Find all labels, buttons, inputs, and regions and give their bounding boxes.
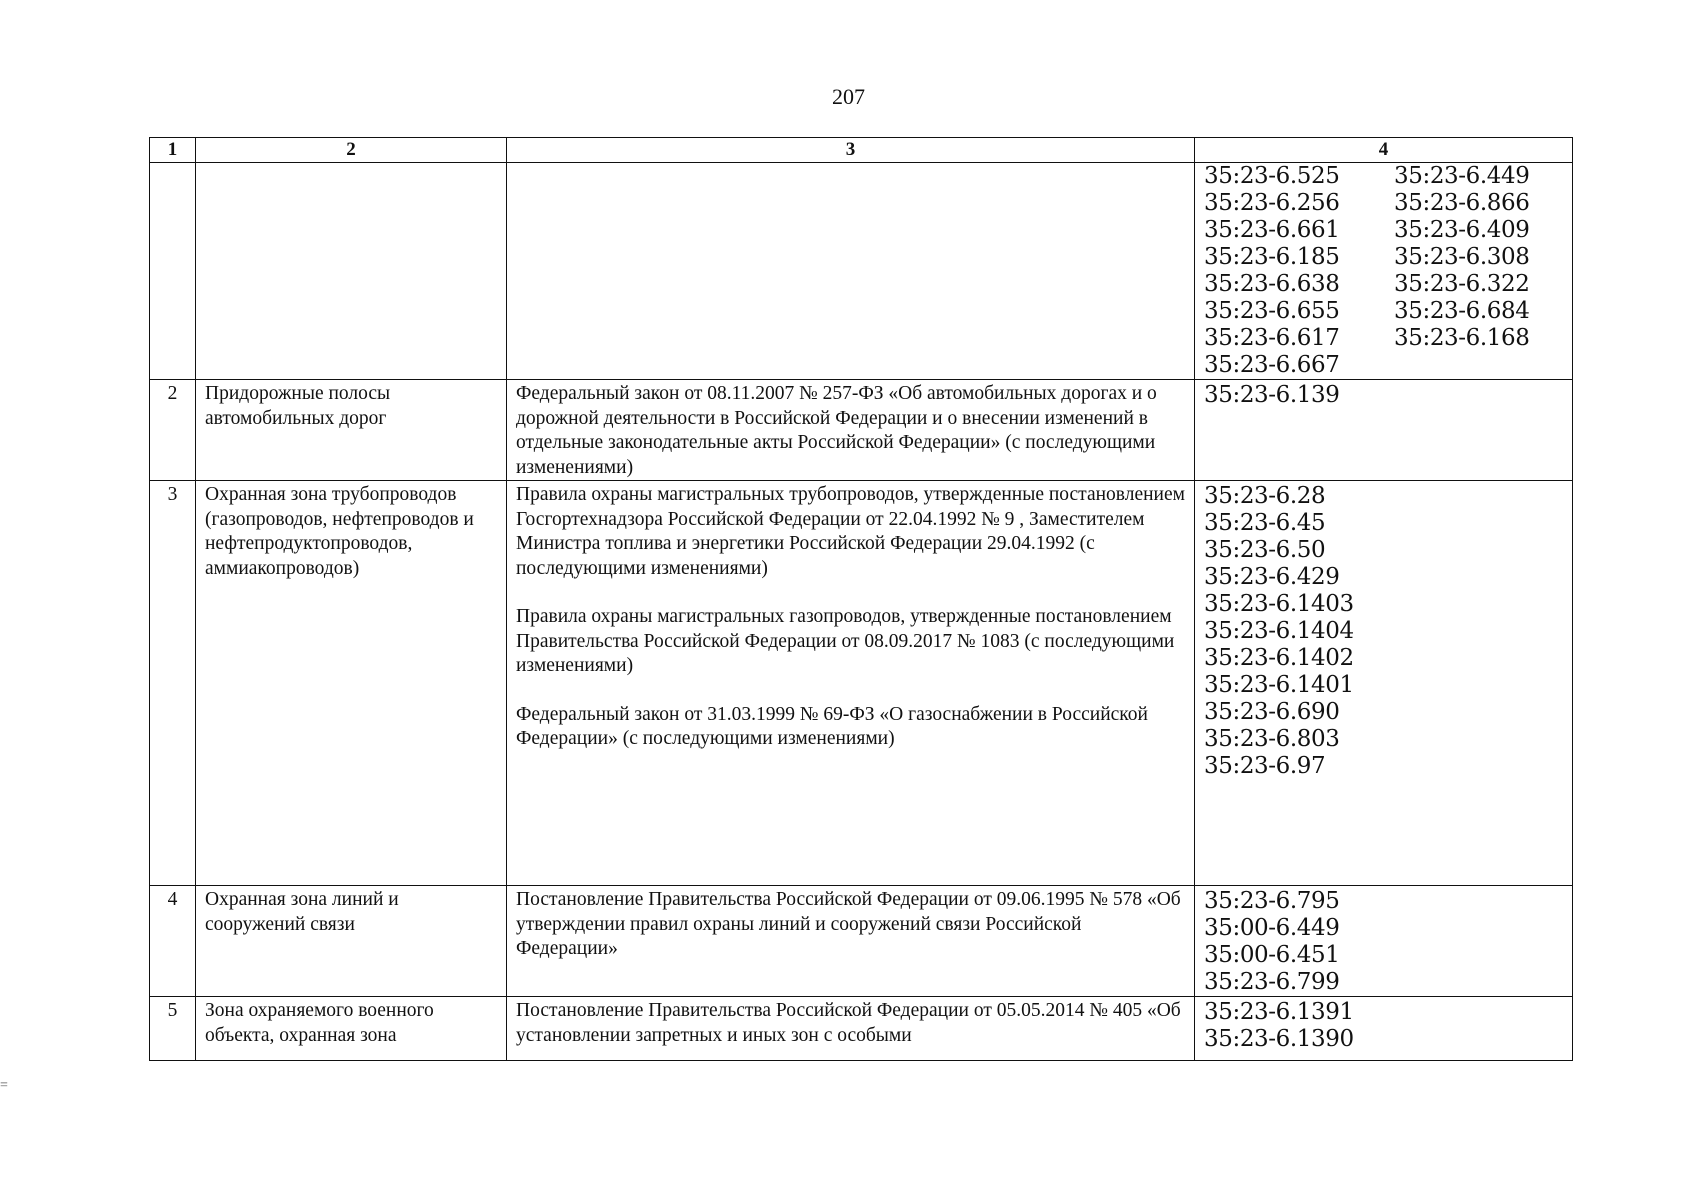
document-reference: Федеральный закон от 08.11.2007 № 257-ФЗ «Об автомобильных дорогах и о дорожной деятельности в Российской Федерации и о внесении изменений в отдельные законодательные акты Российской Федерации» (с последующими изменениями) bbox=[516, 383, 1157, 478]
code-item: 35:23-6.667 bbox=[1204, 352, 1340, 378]
table-row bbox=[150, 481, 1573, 886]
header-col-2: 2 bbox=[196, 138, 507, 163]
document-reference: Правила охраны магистральных трубопроводов, утвержденные постановлением Госгортехнадзора Российской Федерации от 22.04.1992 № 9 , Заместителем Министра топлива и энергетики Российской Федерации 29.04.1992 (с последующими изменениями) bbox=[516, 484, 1185, 579]
header-col-4: 4 bbox=[1195, 138, 1573, 163]
cell-num: 2 bbox=[150, 380, 196, 481]
cell-codes bbox=[1195, 163, 1573, 380]
table-row bbox=[150, 997, 1573, 1061]
cell-name: Охранная зона линий и сооружений связи bbox=[196, 886, 507, 997]
cell-name: Охранная зона трубопроводов (газопроводов, нефтепроводов и нефтепродуктопроводов, аммиакопроводов) bbox=[196, 481, 507, 886]
document-reference: Постановление Правительства Российской Федерации от 05.05.2014 № 405 «Об установлении запретных и иных зон с особыми bbox=[516, 1000, 1181, 1046]
code-item: 35:23-6.1390 bbox=[1204, 1026, 1354, 1052]
code-item: 35:23-6.28 bbox=[1204, 483, 1326, 509]
code-item: 35:23-6.45 bbox=[1204, 510, 1326, 536]
header-col-1: 1 bbox=[150, 138, 196, 163]
code-item: 35:23-6.1404 bbox=[1204, 618, 1354, 644]
cell-docs bbox=[507, 886, 1195, 997]
code-item: 35:00-6.451 bbox=[1204, 942, 1340, 968]
zones-table bbox=[149, 137, 1573, 1061]
page-number: 207 bbox=[832, 84, 865, 109]
cell-num: 3 bbox=[150, 481, 196, 886]
document-reference: Постановление Правительства Российской Федерации от 09.06.1995 № 578 «Об утверждении правил охраны линий и сооружений связи Российской Федерации» bbox=[516, 889, 1181, 959]
document-reference: Правила охраны магистральных газопроводов, утвержденные постановлением Правительства Российской Федерации от 08.09.2017 № 1083 (с последующими изменениями) bbox=[516, 606, 1175, 676]
code-item: 35:23-6.139 bbox=[1204, 382, 1340, 408]
header-col-3: 3 bbox=[507, 138, 1195, 163]
code-list bbox=[1204, 999, 1563, 1053]
code-item: 35:23-6.97 bbox=[1204, 753, 1326, 779]
code-item: 35:23-6.168 bbox=[1394, 325, 1530, 351]
code-item: 35:23-6.690 bbox=[1204, 699, 1340, 725]
code-list bbox=[1204, 483, 1563, 780]
cell-num bbox=[150, 163, 196, 380]
code-list bbox=[1204, 888, 1563, 996]
cell-docs bbox=[507, 997, 1195, 1061]
code-item: 35:23-6.638 bbox=[1204, 271, 1340, 297]
code-item: 35:23-6.684 bbox=[1394, 298, 1530, 324]
code-item: 35:23-6.525 bbox=[1204, 163, 1340, 189]
continuation-code-list bbox=[1204, 163, 1563, 379]
code-item: 35:23-6.795 bbox=[1204, 888, 1340, 914]
code-item: 35:23-6.1391 bbox=[1204, 999, 1354, 1025]
cell-num: 4 bbox=[150, 886, 196, 997]
code-item: 35:23-6.409 bbox=[1394, 217, 1530, 243]
code-item: 35:23-6.1403 bbox=[1204, 591, 1354, 617]
cell-docs bbox=[507, 163, 1195, 380]
code-item: 35:23-6.449 bbox=[1394, 163, 1530, 189]
table-row bbox=[150, 380, 1573, 481]
cell-docs bbox=[507, 481, 1195, 886]
code-item: 35:23-6.50 bbox=[1204, 537, 1326, 563]
cell-codes bbox=[1195, 380, 1573, 481]
document-reference: Федеральный закон от 31.03.1999 № 69-ФЗ «О газоснабжении в Российской Федерации» (с последующими изменениями) bbox=[516, 703, 1148, 749]
cell-num: 5 bbox=[150, 997, 196, 1061]
cell-name bbox=[196, 163, 507, 380]
cell-name: Зона охраняемого военного объекта, охранная зона bbox=[196, 997, 507, 1061]
cell-codes bbox=[1195, 481, 1573, 886]
cell-docs bbox=[507, 380, 1195, 481]
code-item: 35:23-6.322 bbox=[1394, 271, 1530, 297]
table-header-row bbox=[150, 138, 1573, 163]
cell-codes bbox=[1195, 997, 1573, 1061]
code-item: 35:23-6.655 bbox=[1204, 298, 1340, 324]
code-item: 35:23-6.799 bbox=[1204, 969, 1340, 995]
code-item: 35:23-6.185 bbox=[1204, 244, 1340, 270]
code-item: 35:23-6.866 bbox=[1394, 190, 1530, 216]
code-item: 35:00-6.449 bbox=[1204, 915, 1340, 941]
code-item: 35:23-6.256 bbox=[1204, 190, 1340, 216]
code-item: 35:23-6.661 bbox=[1204, 217, 1340, 243]
code-item: 35:23-6.617 bbox=[1204, 325, 1340, 351]
table-row bbox=[150, 886, 1573, 997]
table-row-continuation bbox=[150, 163, 1573, 380]
code-item: 35:23-6.1402 bbox=[1204, 645, 1354, 671]
code-item: 35:23-6.429 bbox=[1204, 564, 1340, 590]
margin-mark: = bbox=[0, 1078, 8, 1093]
cell-codes bbox=[1195, 886, 1573, 997]
code-item: 35:23-6.1401 bbox=[1204, 672, 1354, 698]
cell-name: Придорожные полосы автомобильных дорог bbox=[196, 380, 507, 481]
code-item: 35:23-6.308 bbox=[1394, 244, 1530, 270]
code-item: 35:23-6.803 bbox=[1204, 726, 1340, 752]
